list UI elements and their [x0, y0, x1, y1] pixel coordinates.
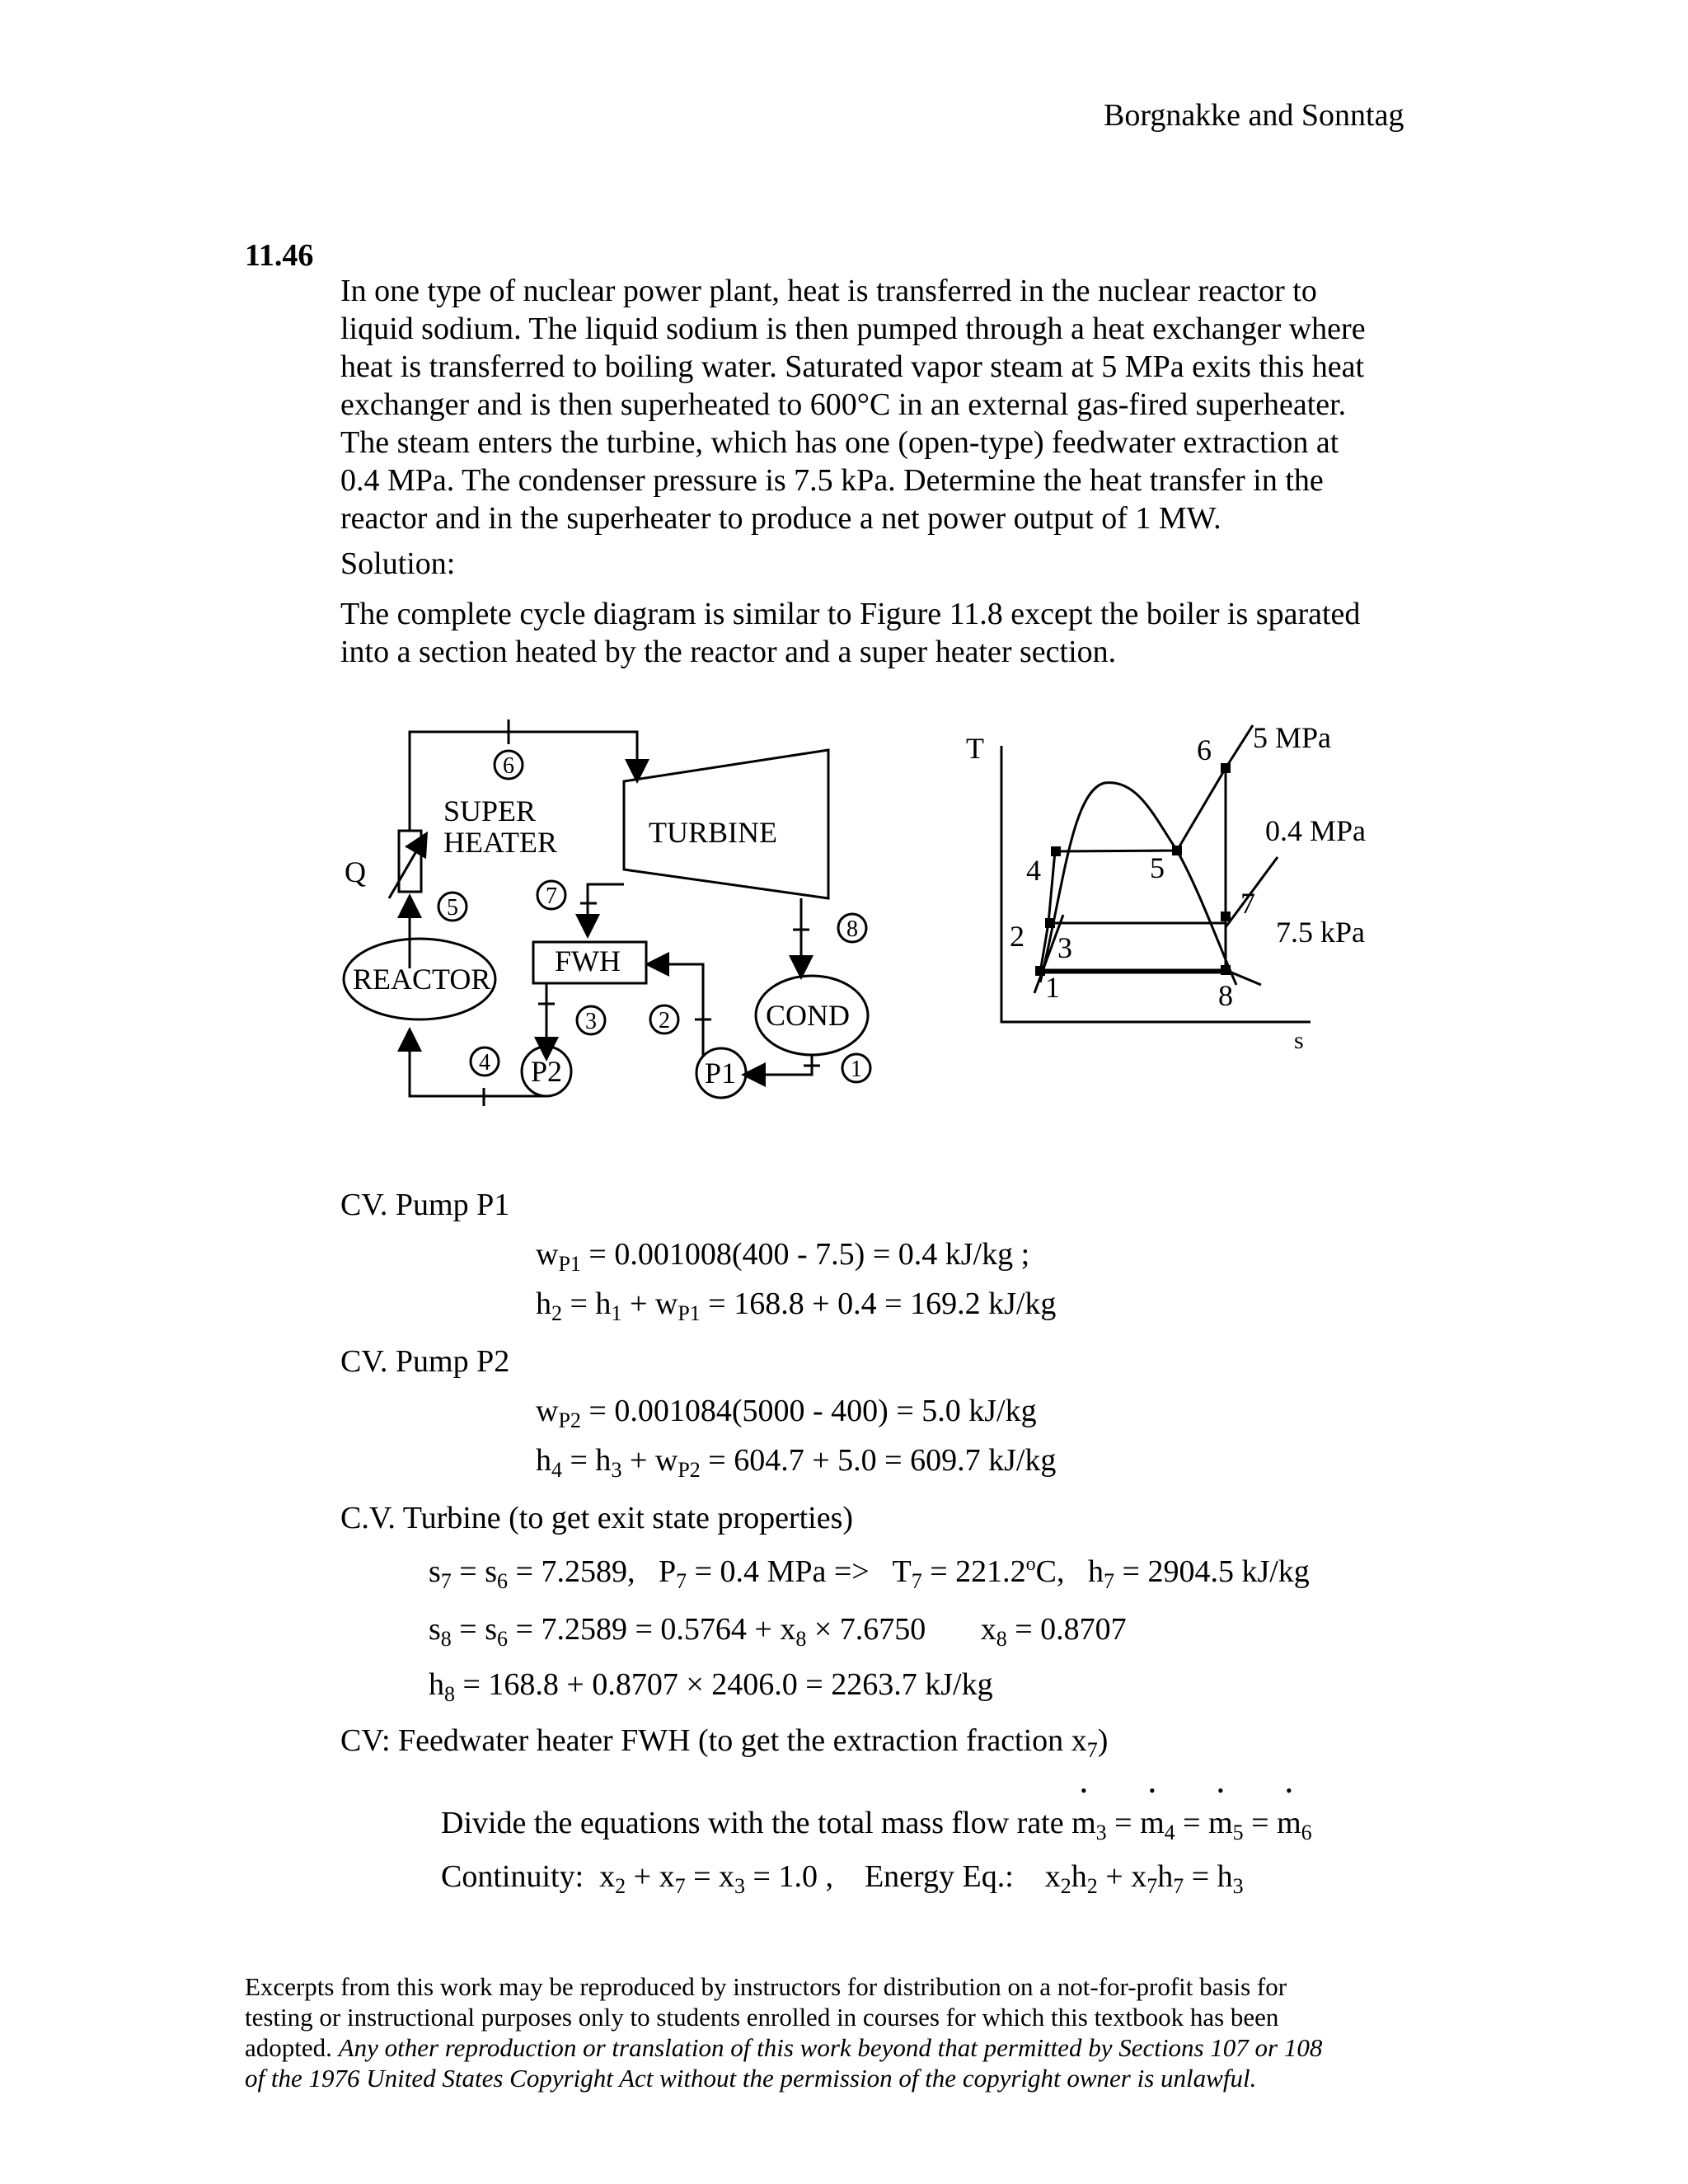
intro-line: into a section heated by the reactor and a super heater section. [340, 635, 1117, 669]
ts-p-mid: 0.4 MPa [1265, 814, 1367, 847]
eq-h2-rhs: = 168.8 + 0.4 = 169.2 kJ/kg [700, 1286, 1057, 1321]
state-3-label: 3 [585, 1009, 597, 1034]
statement-line: heat is transferred to boiling water. Saturated vapor steam at 5 MPa exits this heat [340, 349, 1365, 384]
intro-line: The complete cycle diagram is similar to Figure 11.8 except the boiler is sparated [340, 597, 1361, 631]
eq-h7-val: = 2904.5 kJ/kg [1114, 1554, 1310, 1589]
ts-point-3: 3 [1057, 931, 1072, 964]
state-4-label: 4 [479, 1050, 490, 1076]
state-1-label: 1 [851, 1057, 862, 1082]
turbine-label: TURBINE [649, 816, 777, 849]
ts-x-axis-label: s [1294, 1027, 1304, 1054]
eq-state8: $s_8 = s_6 = 7.2589 = 0.5764 + x_8 \times 7.6750$ $x_8 = 0.8707$ [429, 1612, 1127, 1651]
eq-h2: $h_2 = h_1 + w_{P1} = 168.8 + 0.4 = 169.2$ kJ/kg [536, 1286, 1057, 1325]
fwh-label: FWH [555, 944, 621, 977]
eq-wp2-rhs: = 0.001084(5000 - 400) = 5.0 kJ/kg [580, 1394, 1037, 1428]
eq-divide: Divide the equations with the total mass flow rate • $m_3$ = • $m_4$ = • $m_5$ = • $m_6$ [441, 1805, 1312, 1841]
state-2-label: 2 [659, 1008, 670, 1033]
ts-point-6: 6 [1197, 733, 1212, 766]
isobar-5mpa [1226, 725, 1253, 768]
eq-s7-val: = 7.2589, [508, 1554, 635, 1589]
cv-fwh-text: CV: Feedwater heater FWH (to get the extraction fraction x [340, 1723, 1087, 1758]
state-7-label: 7 [546, 883, 557, 909]
statement-line: liquid sodium. The liquid sodium is then pumped through a heat exchanger where [340, 312, 1366, 346]
heat-label: Q [345, 855, 366, 888]
eq-continuity: Continuity: $x_2 + x_7 = x_3 = 1.0$ , Energy Eq.: $x_2h_2 + x_7h_7 = h_3$ [441, 1859, 1244, 1898]
solution-intro [340, 595, 1453, 671]
pump1-label: P1 [705, 1057, 737, 1090]
eq-s8-val: = 7.2589 = 0.5764 + [508, 1612, 781, 1647]
eq-x8-val: = 0.8707 [1006, 1612, 1127, 1647]
problem-number: 11.46 [245, 238, 314, 273]
statement-line: In one type of nuclear power plant, heat is transferred in the nuclear reactor to [340, 274, 1317, 308]
ts-y-axis-label: T [966, 732, 984, 765]
state-5-label: 5 [447, 895, 458, 921]
eq-p7-val: = 0.4 MPa => [687, 1554, 870, 1589]
footer-line [245, 2063, 1322, 2093]
problem-statement [340, 272, 1453, 537]
footer-line4-italic: of the 1976 United States Copyright Act without the permission of the copyright owner is unlawful. [245, 2064, 1257, 2093]
eq-h4-rhs: = 604.7 + 5.0 = 609.7 kJ/kg [700, 1443, 1057, 1478]
superheater-label-2: HEATER [443, 826, 557, 859]
continuity-label: Continuity: [441, 1859, 584, 1894]
solution-label: Solution: [340, 546, 456, 581]
ts-diagram [964, 717, 1426, 1080]
cond-label: COND [766, 999, 851, 1032]
state-8-label: 8 [846, 916, 858, 942]
statement-line: The steam enters the turbine, which has one (open-type) feedwater extraction at [340, 425, 1339, 460]
ts-point-5: 5 [1150, 851, 1165, 884]
footer-line: Excerpts from this work may be reproduced by instructors for distribution on a not-for-profit basis for [245, 1972, 1287, 2001]
ts-p-high: 5 MPa [1253, 721, 1332, 754]
cv-pump1-heading: CV. Pump P1 [340, 1188, 510, 1222]
eq-divide-text: Divide the equations with the total mass flow rate [441, 1806, 1072, 1840]
cv-pump2-heading: CV. Pump P2 [340, 1344, 510, 1379]
ts-point-8: 8 [1218, 979, 1233, 1012]
eq-t7-unit: C, [1035, 1554, 1065, 1589]
header-authors: Borgnakke and Sonntag [1104, 98, 1404, 133]
superheater-label-1: SUPER [443, 794, 537, 827]
footer-line [245, 2032, 1322, 2063]
pipe-extraction [588, 884, 624, 934]
eq-h8: $h_8 = 168.8 + 0.8707 \times 2406.0 = 2263.7$ kJ/kg [429, 1667, 993, 1706]
eq-h8-val: = 168.8 + 0.8707 × 2406.0 = 2263.7 kJ/kg [455, 1667, 993, 1702]
cv-fwh-heading: CV: Feedwater heater FWH (to get the extraction fraction $x_7$) [340, 1723, 1109, 1762]
eq-s8-tail: × 7.6750 [806, 1612, 926, 1647]
statement-line: exchanger and is then superheated to 600°C in an external gas-fired superheater. [340, 387, 1347, 422]
eq-h4: $h_4 = h_3 + w_{P2} = 604.7 + 5.0 = 609.7$ kJ/kg [536, 1443, 1057, 1482]
statement-line: 0.4 MPa. The condenser pressure is 7.5 kPa. Determine the heat transfer in the [340, 463, 1324, 498]
ts-point-2: 2 [1010, 920, 1025, 953]
eq-wp2: $w_{P2} = 0.001084(5000 - 400) = 5.0$ kJ/kg [536, 1394, 1037, 1432]
statement-line: reactor and in the superheater to produce a net power output of 1 MW. [340, 501, 1221, 536]
ts-point-1: 1 [1045, 971, 1060, 1004]
eq-wp1: $w_{P1} = 0.001008(400 - 7.5) = 0.4$ kJ/kg ; [536, 1237, 1030, 1276]
eq-state7: $s_7 = s_6 = 7.2589$, $P_7 = 0.4$ MPa => $T_7 = 221.2^oC$, $h_7 = 2904.5$ kJ/kg [429, 1554, 1310, 1593]
energy-label: Energy Eq.: [864, 1859, 1014, 1894]
footer-line3-normal: adopted. [245, 2033, 339, 2062]
pump2-label: P2 [531, 1055, 563, 1088]
copyright-footer [245, 1971, 1322, 2093]
footer-line: testing or instructional purposes only to students enrolled in courses for which this textbook has been [245, 2003, 1279, 2032]
cv-turbine-heading: C.V. Turbine (to get exit state properties) [340, 1501, 854, 1535]
ts-point-4: 4 [1026, 854, 1041, 887]
ts-p-low: 7.5 kPa [1276, 916, 1365, 949]
reactor-label: REACTOR [353, 963, 491, 996]
eq-wp1-rhs: = 0.001008(400 - 7.5) = 0.4 kJ/kg ; [580, 1237, 1030, 1272]
ts-point-7: 7 [1240, 887, 1255, 920]
cycle-diagram [330, 709, 923, 1129]
eq-t7-val: = 221.2 [921, 1554, 1026, 1589]
state-6-label: 6 [503, 753, 514, 779]
footer-line3-italic: Any other reproduction or translation of this work beyond that permitted by Sections 107 or 108 [338, 2033, 1323, 2062]
continuity-rhs: = 1.0 , [745, 1859, 833, 1894]
